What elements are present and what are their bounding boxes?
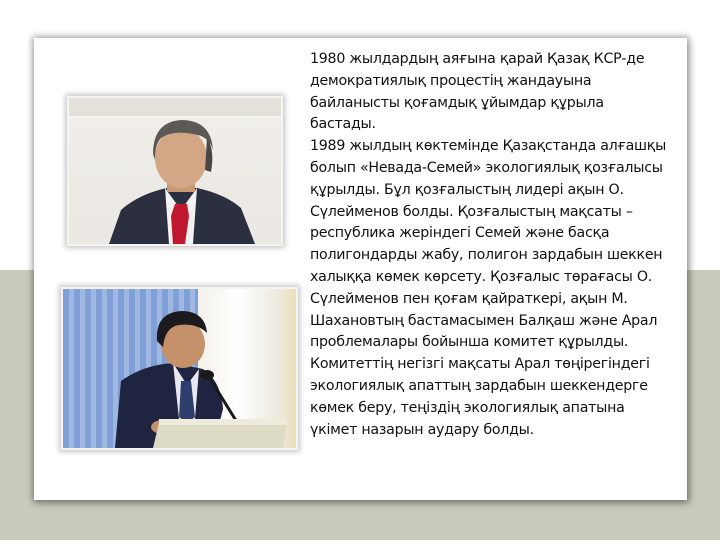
slide-card xyxy=(34,38,687,500)
portrait-photo-1 xyxy=(67,96,283,246)
speaker-at-podium-image xyxy=(63,289,296,448)
portrait-photo-2 xyxy=(61,287,298,450)
body-text xyxy=(310,49,670,441)
paragraph-2: 1989 жылдың көктемінде Қазақстанда алғашқы болып «Невада-Семей» экологиялық қозғалысы құрылды. Бұл қозғалыстың лидері ақын О. Сүлейменов болды. Қозғалыстың мақсаты – республика жеріндегі Семей және басқа полигондарды жабу, полигон зардабын шеккен халыққа көмек көрсету. Қозғалыс төрағасы О. Сүлейменов пен қоғам қайраткері, ақын М. Шахановтың бастамасымен Балқаш және Арал проблемалары бойынша комитет құрылды. Комитеттің негізгі мақсаты Арал төңірегіндегі экологиялық апаттың зардабын шеккендерге көмек беру, теңіздің экологиялық апатына үкімет назарын аудару болды. xyxy=(310,138,667,438)
paragraph-1: 1980 жылдардың аяғына қарай Қазақ КСР-де демократиялық процестің жандауына байланысты қоғамдық ұйымдар құрыла бастады. xyxy=(310,51,645,133)
portrait-man-red-tie-image xyxy=(69,98,281,244)
